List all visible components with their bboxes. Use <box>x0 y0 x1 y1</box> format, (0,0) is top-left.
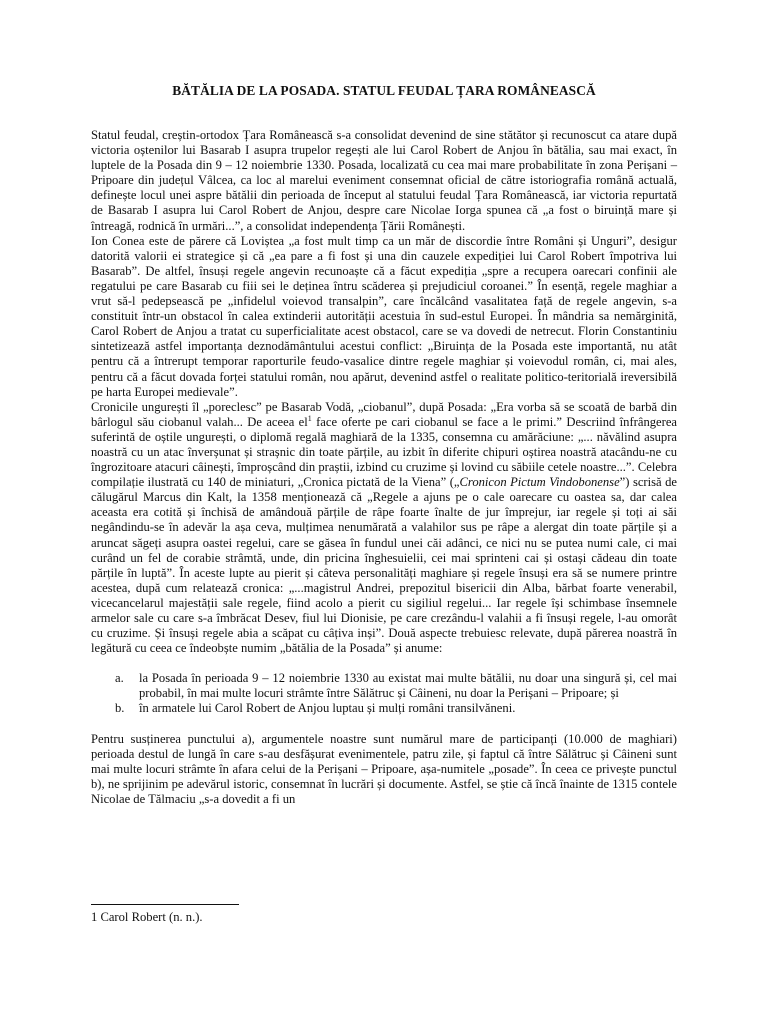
document-body <box>91 128 677 807</box>
list-marker: b. <box>115 701 125 716</box>
paragraph-chronicles-part3: ”) scrisă de călugărul Marcus din Kalt, la 1358 menționează că „Regele a ajuns pe o cale oarecare cu oastea sa, dar calea aceasta era cotită și închisă de amândouă părțile de râpe foarte înalte de jur împrejur, iar regele și toți ai săi negândindu-se în adevăr la așa ceva, mulțimea nenumărată a valahilor sus pe râpe a alergat din toate părțile și a aruncat săgeți asupra oastei regelui, care se găsea în fundul unei căi adânci, ce nici nu se putea numi cale, ci mai curând un fel de corabie strâmtă, unde, din pricina înghesuielii, cei mai sprinteni cai și ostași cădeau din toate părțile în luptă”. În aceste lupte au pierit și câteva personalități maghiare și regele însuși era să se numere printre acestea, după cum relatează cronica: „...magistrul Andrei, prepozitul bisericii din Alba, bărbat foarte venerabil, vicecancelarul majestății sale regele, fiind acolo a pierit cu sigiliul regelui... Iar regele își schimbase însemnele armelor sale cu care s-a îmbrăcat Desev, fiul lui Dionisie, pe care crezându-l valahii a fi însuși regele, l-au omorât cu cruzime. Și însuși regele abia a scăpat cu câțiva inși”. Două aspecte trebuiesc relevate, după părerea noastră în legătură cu ceea ce îndeobște numim „bătălia de la Posada” și anume: <box>91 475 677 656</box>
footnote-reference[interactable]: 1 <box>307 413 312 423</box>
page-title: BĂTĂLIA DE LA POSADA. STATUL FEUDAL ȚARA ROMÂNEASCĂ <box>172 83 596 98</box>
chronicle-latin-title: Cronicon Pictum Vindobonense <box>459 475 620 490</box>
paragraph-chronicles-part2: face oferte pe cari ciobanul se face a le primi.” Descriind înfrângerea suferintă de oștile ungurești, o diplomă regală maghiară de la 1335, consemna cu amărăciune: „... năvălind asupra noastră cu un atac înverșunat și strașnic din toate părțile, au izbit în diferite chipuri oștirea noastră atacându-ne cu îngrozitoare atacuri câinești, împroșcând din praștii, izbind cu cruzime și lovind cu săbiile cetele noastre...”. Celebra compilație ilustrată cu 140 de miniaturi, „Cronica pictată de la Viena” („ <box>91 414 677 490</box>
list-item-text: la Posada în perioada 9 – 12 noiembrie 1330 au existat mai multe bătălii, nu doar una singură și, cel mai probabil, în mai multe locuri strâmte între Sălătruc și Câineni, nu doar la Perișani – Pripoare; și <box>139 671 677 701</box>
list-item-text: în armatele lui Carol Robert de Anjou luptau și mulți români transilvăneni. <box>139 701 516 716</box>
footnote: 1 Carol Robert (n. n.). <box>91 910 203 924</box>
list-item <box>91 671 677 701</box>
paragraph-chronicles-part1: Cronicile ungurești îl „poreclesc” pe Basarab Vodă, „ciobanul”, după Posada: „Era vorba să se scoată de barbă din bârlogul său ciobanul valah... De aceea el <box>91 399 677 429</box>
aspects-list <box>91 671 677 716</box>
paragraph-intro: Statul feudal, creștin-ortodox Țara Românească s-a consolidat devenind de sine stătător și recunoscut ca atare după victoria oștenilor lui Basarab I asupra trupelor regești ale lui Carol Robert de Anjou în bătălia, sau mai exact, în luptele de la Posada din 9 – 12 noiembrie 1330. Posada, localizată cu cea mai mare probabilitate în zona Perișani – Pripoare din județul Vâlcea, ca loc al marelui eveniment consemnat oficial de către istoriografia română actuală, definește locul unei aspre bătălii din perioada de început al statului feudal Țara Românească, iar victoria repurtată de Basarab I asupra lui Carol Robert de Anjou, despre care Nicolae Iorga spunea că „a fost o biruință mare și întreagă, rodnică în urmări...”, a consolidat independența Țării Românești. <box>91 128 677 233</box>
footnote-divider <box>91 904 239 905</box>
spacer <box>91 717 677 732</box>
list-marker: a. <box>115 671 124 686</box>
paragraph-chronicles <box>91 400 677 657</box>
paragraph-conea: Ion Conea este de părere că Loviștea „a fost mult timp ca un măr de discordie între Români și Unguri”, desigur datorită valorii ei strategice și că „ea pare a fi fost și una din cauzele expediției lui Carol Robert împotriva lui Basarab”. De altfel, însuși regele angevin recunoaște că a făcut expediția „spre a recupera oarecari confinii ale regatului pe care Basarab cu fiii sei le deținea întru scăderea și prejudiciul coroanei.” În esență, regele maghiar a vrut să-l pedepsească pe „infidelul voievod transalpin”, care încălcând vasalitatea față de regele angevin, s-a constituit într-un obstacol în calea extinderii autorității acestuia în sud-estul Europei. În mândria sa nemărginită, Carol Robert de Anjou a tratat cu superficialitate acest obstacol, care se va dovedi de netrecut. Florin Constantiniu sintetizează astfel importanța deznodământului acestui conflict: „Biruința de la Posada este importantă, nu atât pentru că a întrerupt temporar raporturile feudo-vasalice dintre regele maghiar și voievodul român, ci, mai ales, pentru că a făcut dovada forței statului român, nou apărut, devenind astfel o realitate politico-teritorială ireversibilă pe harta Europei medievale”. <box>91 233 677 399</box>
list-item <box>91 701 677 716</box>
paragraph-arguments: Pentru susținerea punctului a), argumentele noastre sunt numărul mare de participanți (10.000 de maghiari) perioada destul de lungă în care s-au desfășurat evenimentele, patru zile, și faptul că între Sălătruc și Câineni sunt mai multe locuri strâmte în afara celui de la Perișani – Pripoare, așa-numitele „posade”. În ceea ce privește punctul b), ne sprijinim pe adevărul istoric, consemnat în lucrări și documente. Astfel, se știe că încă înainte de 1315 contele Nicolae de Tălmaciu „s-a dovedit a fi un <box>91 731 677 806</box>
spacer <box>91 656 677 671</box>
